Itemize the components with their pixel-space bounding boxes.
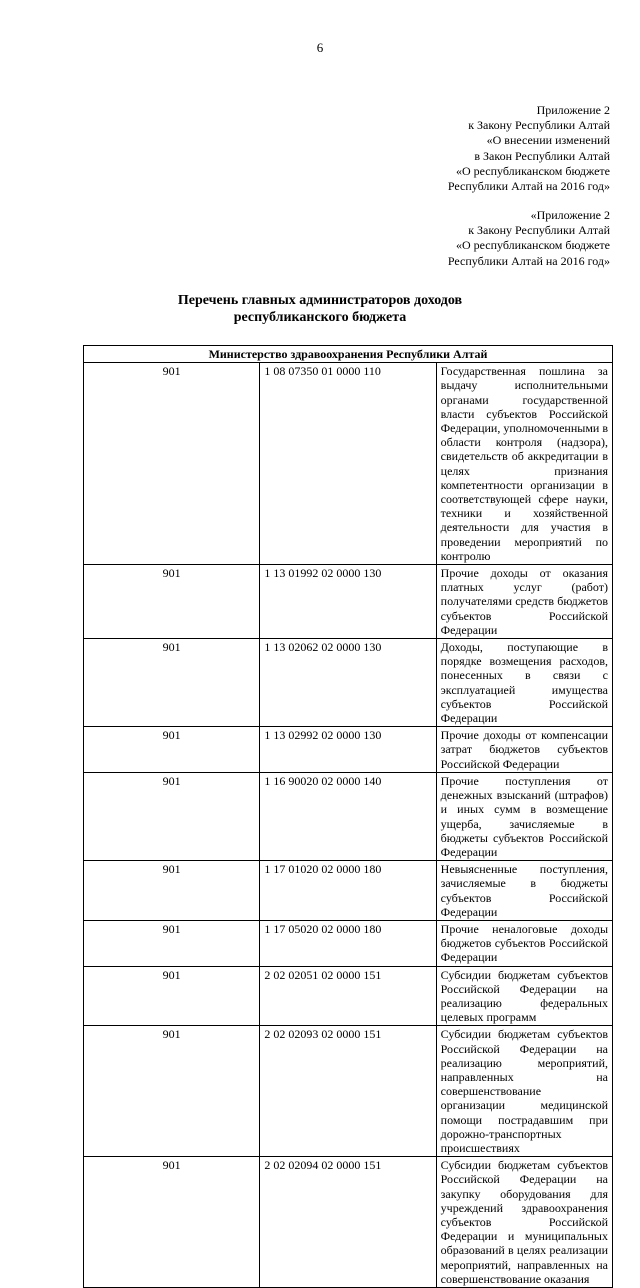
revenue-name-cell: Прочие доходы от компенсации затрат бюджетов субъектов Российской Федерации xyxy=(436,727,612,773)
revenue-name-cell: Субсидии бюджетам субъектов Российской Федерации на реализацию мероприятий, направленных на совершенствование организации медицинской помощи пострадавшим при дорожно-транспортных происшествиях xyxy=(436,1026,612,1157)
admin-code-cell: 901 xyxy=(84,966,260,1026)
appendix-amended-line: к Закону Республики Алтай xyxy=(468,223,610,238)
appendix-current-line: «О республиканском бюджете xyxy=(455,163,610,178)
admin-code-cell: 901 xyxy=(84,639,260,727)
admin-code-cell: 901 xyxy=(84,363,260,565)
revenue-code-cell: 2 02 02093 02 0000 151 xyxy=(260,1026,436,1157)
table-row xyxy=(84,966,613,1026)
revenue-code-cell: 1 13 01992 02 0000 130 xyxy=(260,565,436,639)
revenue-code-cell: 1 13 02992 02 0000 130 xyxy=(260,727,436,773)
appendix-current-line: в Закон Республики Алтай xyxy=(474,148,610,163)
appendix-current-line: Приложение 2 xyxy=(536,103,610,117)
department-header: Министерство здравоохранения Республики Алтай xyxy=(84,346,613,363)
appendix-current-line: Республики Алтай на 2016 год» xyxy=(447,179,610,194)
table-row xyxy=(84,772,613,860)
admin-code-cell: 901 xyxy=(84,565,260,639)
admin-code-cell: 901 xyxy=(84,1026,260,1157)
revenue-name-cell: Прочие неналоговые доходы бюджетов субъектов Российской Федерации xyxy=(436,920,612,966)
appendix-amended-line: Республики Алтай на 2016 год» xyxy=(447,253,610,268)
admin-code-cell: 901 xyxy=(84,861,260,921)
revenue-name-cell: Субсидии бюджетам субъектов Российской Федерации на реализацию федеральных целевых программ xyxy=(436,966,612,1026)
revenue-name-cell: Прочие поступления от денежных взысканий (штрафов) и иных сумм в возмещение ущерба, зачисляемые в бюджеты субъектов Российской Федерации xyxy=(436,772,612,860)
revenue-name-cell: Субсидии бюджетам субъектов Российской Федерации на закупку оборудования для учреждений здравоохранения субъектов Российской Федерации и муниципальных образований в целях реализации мероприятий, направленных на совершенствование оказания xyxy=(436,1157,612,1288)
table-row xyxy=(84,861,613,921)
revenue-code-cell: 1 17 01020 02 0000 180 xyxy=(260,861,436,921)
revenue-code-cell: 1 17 05020 02 0000 180 xyxy=(260,920,436,966)
admin-code-cell: 901 xyxy=(84,920,260,966)
table-row xyxy=(84,1026,613,1157)
table-row xyxy=(84,1157,613,1288)
revenue-code-cell: 2 02 02051 02 0000 151 xyxy=(260,966,436,1026)
revenue-name-cell: Доходы, поступающие в порядке возмещения расходов, понесенных в связи с эксплуатацией имущества субъектов Российской Федерации xyxy=(436,639,612,727)
document-title-line-1: Перечень главных администраторов доходов xyxy=(177,293,463,308)
table-row xyxy=(84,920,613,966)
table-row xyxy=(84,639,613,727)
appendix-current-line: «О внесении изменений xyxy=(486,133,610,148)
revenue-code-cell: 1 08 07350 01 0000 110 xyxy=(260,363,436,565)
admin-code-cell: 901 xyxy=(84,1157,260,1288)
appendix-current-line: к Закону Республики Алтай xyxy=(468,118,610,133)
appendix-amended-line: «Приложение 2 xyxy=(530,208,610,222)
document-title xyxy=(0,292,640,326)
document-title-line-2: республиканского бюджета xyxy=(233,310,407,325)
revenue-name-cell: Прочие доходы от оказания платных услуг (работ) получателями средств бюджетов субъектов Российской Федерации xyxy=(436,565,612,639)
appendix-amended-line: «О республиканском бюджете xyxy=(455,238,610,253)
page-number: 6 xyxy=(316,40,324,55)
admin-code-cell: 901 xyxy=(84,727,260,773)
appendix-header-amended xyxy=(448,208,610,269)
table-row xyxy=(84,565,613,639)
table-row xyxy=(84,727,613,773)
revenue-name-cell: Невыясненные поступления, зачисляемые в бюджеты субъектов Российской Федерации xyxy=(436,861,612,921)
revenue-code-cell: 1 16 90020 02 0000 140 xyxy=(260,772,436,860)
administrators-table xyxy=(83,345,613,1288)
department-row xyxy=(84,346,613,363)
appendix-header-current xyxy=(448,103,610,194)
admin-code-cell: 901 xyxy=(84,772,260,860)
table-row xyxy=(84,363,613,565)
revenue-code-cell: 2 02 02094 02 0000 151 xyxy=(260,1157,436,1288)
revenue-code-cell: 1 13 02062 02 0000 130 xyxy=(260,639,436,727)
revenue-name-cell: Государственная пошлина за выдачу исполнительными органами государственной власти субъектов Российской Федерации, уполномоченными в области контроля (надзора), свидетельств об аккредитации в целях признания компетентности организации в соответствующей сфере науки, техники и хозяйственной деятельности для участия в проведении мероприятий по контролю xyxy=(436,363,612,565)
